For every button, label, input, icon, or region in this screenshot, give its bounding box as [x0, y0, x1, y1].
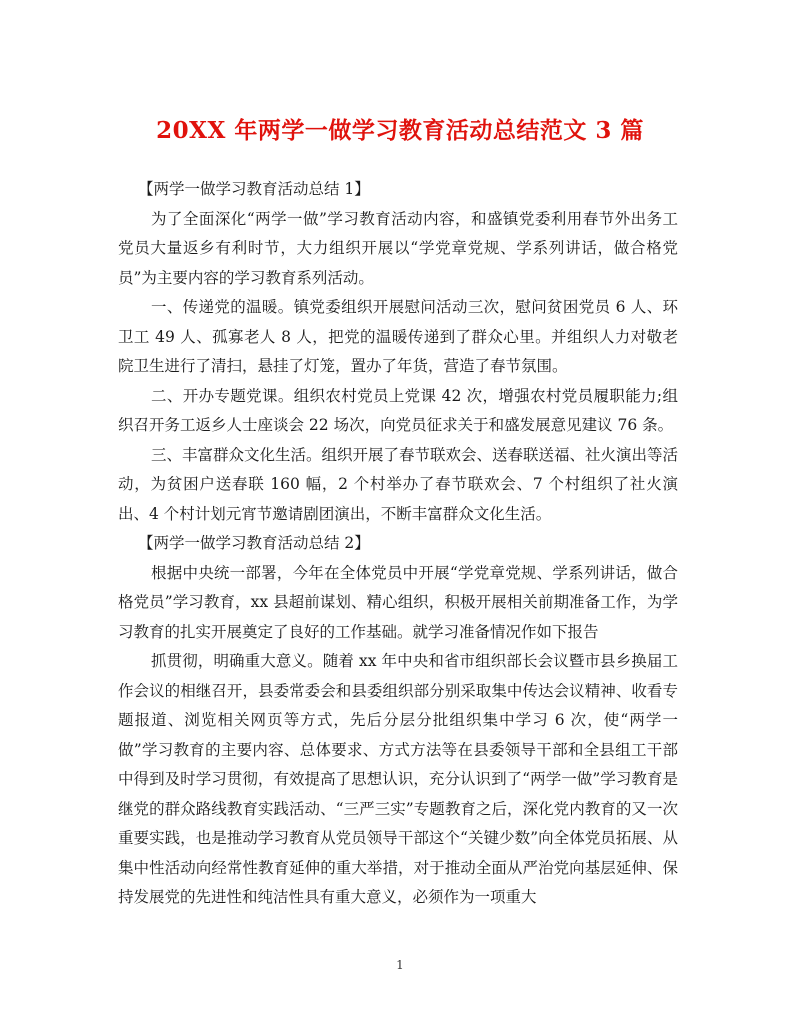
paragraph-intro: 为了全面深化“两学一做”学习教育活动内容，和盛镇党委利用春节外出务工党员大量返乡有利时节，大力组织开展以“学党章党规、学系列讲话，做合格党员”为主要内容的学习教育系列活动。 — [118, 209, 678, 287]
paragraph-deployment: 根据中央统一部署，今年在全体党员中开展“学党章党规、学系列讲话，做合格党员”学习教育，xx 县超前谋划、精心组织，积极开展相关前期准备工作，为学习教育的扎实开展奠定了良好的工作基础。就学习准备情况作如下报告 — [118, 563, 678, 641]
paragraph-culture: 三、丰富群众文化生活。组织开展了春节联欢会、送春联送福、社火演出等活动，为贫困户送春联 160 幅，2 个村举办了春节联欢会、7 个村组织了社火演出、4 个村计划元宵节邀请剧团演出，不断丰富群众文化生活。 — [118, 445, 679, 523]
section-heading-1: 【两学一做学习教育活动总结 1】 — [138, 180, 370, 198]
page-number: 1 — [396, 958, 404, 972]
document-body — [118, 175, 678, 913]
document-title: 20XX 年两学一做学习教育活动总结范文 3 篇 — [156, 117, 644, 144]
paragraph-warmth: 一、传递党的温暖。镇党委组织开展慰问活动三次，慰问贫困党员 6 人、环卫工 49 人、孤寡老人 8 人，把党的温暖传递到了群众心里。并组织人力对敬老院卫生进行了清扫，悬挂了灯笼，置办了年货，营造了春节氛围。 — [118, 298, 678, 375]
section-heading-2: 【两学一做学习教育活动总结 2】 — [138, 534, 370, 552]
paragraph-implementation: 抓贯彻，明确重大意义。随着 xx 年中央和省市组织部长会议暨市县乡换届工作会议的相继召开，县委常委会和县委组织部分别采取集中传达会议精神、收看专题报道、浏览相关网页等方式，先后分层分批组织集中学习 6 次，使“两学一做”学习教育的主要内容、总体要求、方式方法等在县委领导干部和全县组工干部中得到及时学习贯彻，有效提高了思想认识，充分认识到了“两学一做”学习教育是继党的群众路线教育实践活动、“三严三实”专题教育之后，深化党内教育的又一次重要实践，也是推动学习教育从党员领导干部这个“关键少数”向全体党员拓展、从集中性活动向经常性教育延伸的重大举措，对于推动全面从严治党向基层延伸、保持发展党的先进性和纯洁性具有重大意义，必须作为一项重大 — [118, 652, 678, 906]
paragraph-party-lessons: 二、开办专题党课。组织农村党员上党课 42 次，增强农村党员履职能力;组织召开务工返乡人士座谈会 22 场次，向党员征求关于和盛发展意见建议 76 条。 — [118, 386, 678, 434]
